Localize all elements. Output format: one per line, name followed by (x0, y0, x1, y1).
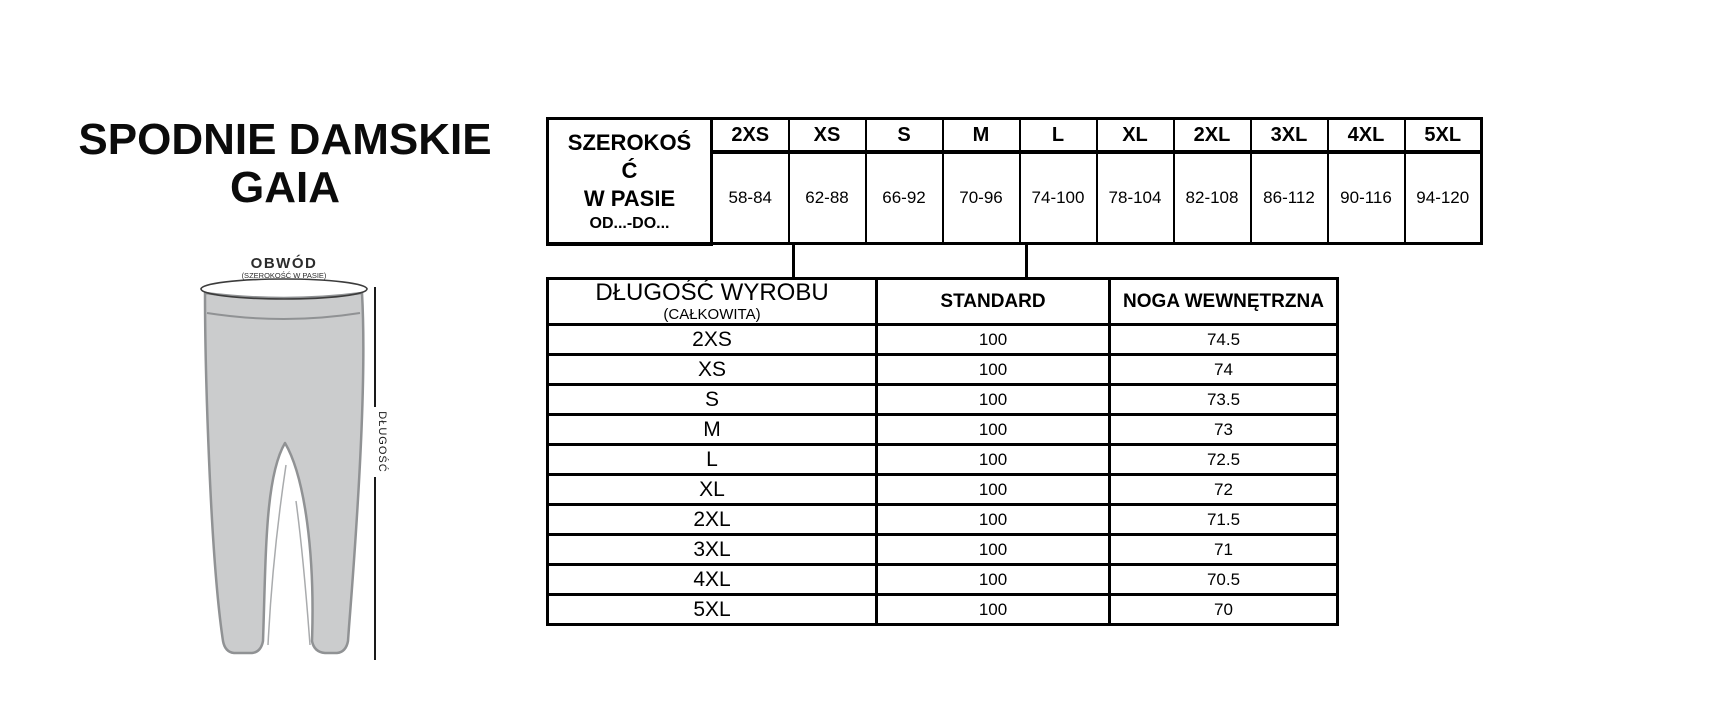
length-table-col2-header: STANDARD (877, 279, 1110, 325)
table-connector-line-left (792, 244, 795, 278)
pants-illustration (201, 279, 367, 653)
length-table-row (548, 565, 1338, 595)
waist-width-table (546, 117, 1483, 246)
page-title-line1: SPODNIE DAMSKIE (78, 115, 492, 164)
length-standard-cell: 100 (877, 475, 1110, 505)
length-table-row (548, 445, 1338, 475)
length-size-cell: 3XL (548, 535, 877, 565)
length-standard-cell: 100 (877, 505, 1110, 535)
waist-table-header-label (549, 129, 710, 213)
waist-table-header-cell (548, 119, 712, 244)
length-table-row (548, 385, 1338, 415)
length-standard-cell: 100 (877, 535, 1110, 565)
length-inner_leg-cell: 73 (1110, 415, 1338, 445)
waist-header-range-hint: OD...-DO... (589, 214, 670, 232)
circumference-label: OBWÓD (250, 255, 318, 272)
length-standard-cell: 100 (877, 595, 1110, 625)
length-col1-subtitle: (CAŁKOWITA) (663, 306, 761, 323)
waist-range-cell: 86-112 (1251, 152, 1328, 244)
waist-size-header-cell: L (1020, 119, 1097, 153)
waist-header-line3: W PASIE (583, 185, 676, 211)
length-size-cell: 2XS (548, 325, 877, 355)
waist-range-cell: 74-100 (1020, 152, 1097, 244)
length-size-cell: S (548, 385, 877, 415)
waist-range-cell: 90-116 (1328, 152, 1405, 244)
table-connector-line-right (1025, 244, 1028, 278)
waist-size-header-cell: 5XL (1405, 119, 1482, 153)
page-title (50, 116, 520, 212)
waist-table-size-row (548, 119, 1482, 153)
page-title-line2: GAIA (230, 163, 340, 212)
length-size-cell: M (548, 415, 877, 445)
waist-circumference-ellipse (201, 279, 367, 299)
length-table-row (548, 325, 1338, 355)
length-table-row (548, 475, 1338, 505)
length-inner_leg-cell: 73.5 (1110, 385, 1338, 415)
waist-size-header-cell: 2XL (1174, 119, 1251, 153)
length-table-col1-header (548, 279, 877, 325)
waist-range-cell: 58-84 (712, 152, 789, 244)
length-label: DŁUGOŚĆ (376, 411, 388, 473)
length-standard-cell: 100 (877, 415, 1110, 445)
length-table-col3-header: NOGA WEWNĘTRZNA (1110, 279, 1338, 325)
waist-size-header-cell: M (943, 119, 1020, 153)
length-standard-cell: 100 (877, 385, 1110, 415)
length-table-row (548, 415, 1338, 445)
length-size-cell: L (548, 445, 877, 475)
waist-range-cell: 78-104 (1097, 152, 1174, 244)
length-table-row (548, 595, 1338, 625)
waist-size-header-cell: 2XS (712, 119, 789, 153)
length-standard-cell: 100 (877, 355, 1110, 385)
length-inner_leg-cell: 72 (1110, 475, 1338, 505)
waist-range-cell: 70-96 (943, 152, 1020, 244)
length-inner_leg-cell: 74.5 (1110, 325, 1338, 355)
waist-header-line1: SZEROKOŚ (567, 129, 692, 155)
length-table-row (548, 355, 1338, 385)
length-standard-cell: 100 (877, 565, 1110, 595)
waist-range-cell: 62-88 (789, 152, 866, 244)
waist-header-line2: Ć (621, 157, 638, 183)
length-size-cell: 5XL (548, 595, 877, 625)
pants-diagram (165, 225, 395, 665)
length-table-body (548, 325, 1338, 625)
circumference-sublabel: (SZEROKOŚĆ W PASIE) (241, 271, 327, 280)
length-col1-title: DŁUGOŚĆ WYROBU (595, 279, 829, 306)
length-size-cell: XL (548, 475, 877, 505)
length-size-cell: 2XL (548, 505, 877, 535)
length-size-cell: 4XL (548, 565, 877, 595)
length-inner_leg-cell: 74 (1110, 355, 1338, 385)
waist-size-header-cell: S (866, 119, 943, 153)
waist-range-cell: 94-120 (1405, 152, 1482, 244)
length-inner_leg-cell: 70 (1110, 595, 1338, 625)
length-inner_leg-cell: 71.5 (1110, 505, 1338, 535)
waist-range-cell: 82-108 (1174, 152, 1251, 244)
length-standard-cell: 100 (877, 445, 1110, 475)
waist-size-header-cell: 3XL (1251, 119, 1328, 153)
waist-range-cell: 66-92 (866, 152, 943, 244)
length-inner_leg-cell: 71 (1110, 535, 1338, 565)
length-size-cell: XS (548, 355, 877, 385)
length-table-row (548, 535, 1338, 565)
waist-size-header-cell: XS (789, 119, 866, 153)
length-standard-cell: 100 (877, 325, 1110, 355)
product-length-table (546, 277, 1339, 626)
length-inner_leg-cell: 70.5 (1110, 565, 1338, 595)
length-table-header-row (548, 279, 1338, 325)
length-inner_leg-cell: 72.5 (1110, 445, 1338, 475)
waist-size-header-cell: 4XL (1328, 119, 1405, 153)
length-table-row (548, 505, 1338, 535)
waist-size-header-cell: XL (1097, 119, 1174, 153)
